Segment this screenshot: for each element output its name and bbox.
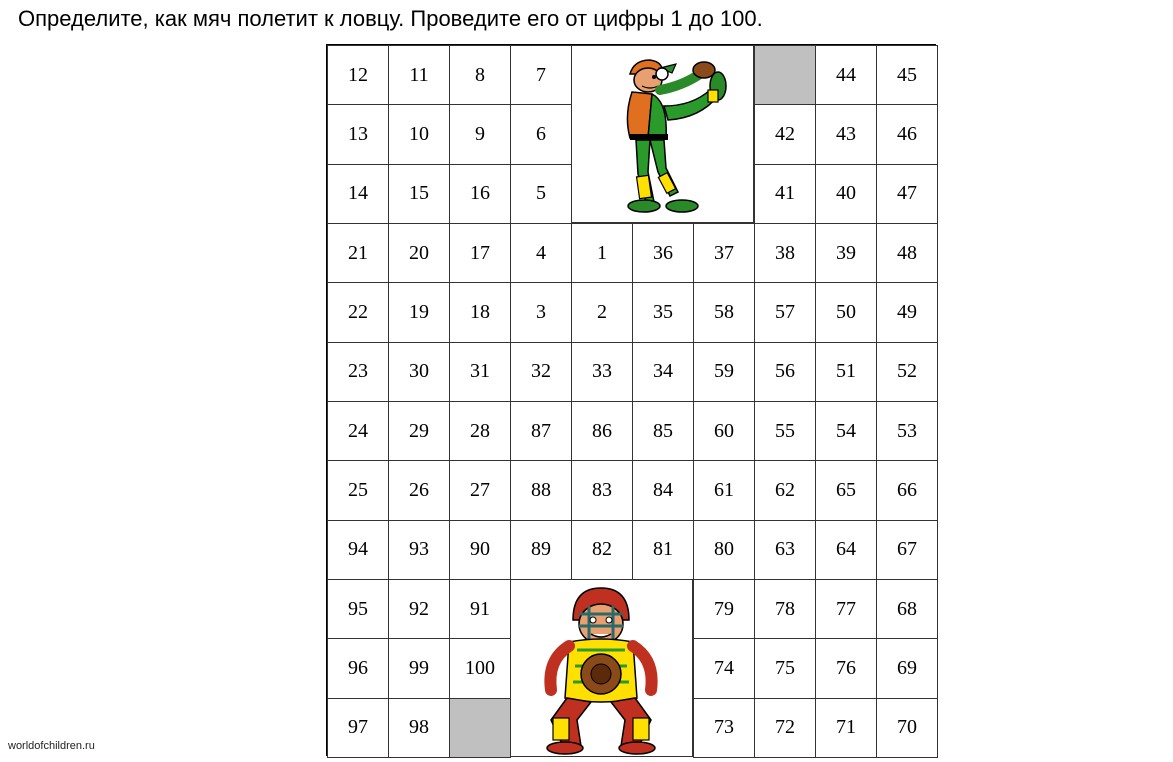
number-cell: 59 (693, 342, 755, 402)
number-cell: 28 (449, 401, 511, 461)
number-cell: 48 (876, 223, 938, 283)
number-cell: 99 (388, 638, 450, 698)
number-cell: 91 (449, 579, 511, 639)
number-cell: 27 (449, 460, 511, 520)
catcher-image (510, 579, 693, 757)
number-cell: 54 (815, 401, 877, 461)
number-cell: 57 (754, 282, 816, 342)
number-cell: 44 (815, 45, 877, 105)
number-cell: 43 (815, 104, 877, 164)
number-cell: 19 (388, 282, 450, 342)
number-cell: 35 (632, 282, 694, 342)
number-cell: 63 (754, 520, 816, 580)
number-cell: 88 (510, 460, 572, 520)
number-cell: 58 (693, 282, 755, 342)
number-cell: 8 (449, 45, 511, 105)
number-cell: 61 (693, 460, 755, 520)
number-cell: 93 (388, 520, 450, 580)
number-cell: 40 (815, 164, 877, 224)
number-cell: 17 (449, 223, 511, 283)
number-cell: 6 (510, 104, 572, 164)
number-cell: 84 (632, 460, 694, 520)
number-cell: 7 (510, 45, 572, 105)
number-cell: 11 (388, 45, 450, 105)
number-cell: 60 (693, 401, 755, 461)
number-cell: 95 (327, 579, 389, 639)
number-cell: 2 (571, 282, 633, 342)
page-title: Определите, как мяч полетит к ловцу. Проведите его от цифры 1 до 100. (18, 6, 763, 31)
number-cell: 83 (571, 460, 633, 520)
number-cell: 21 (327, 223, 389, 283)
pitcher-image (571, 45, 754, 223)
number-cell: 100 (449, 638, 511, 698)
number-cell: 98 (388, 698, 450, 758)
number-cell: 5 (510, 164, 572, 224)
number-cell: 64 (815, 520, 877, 580)
number-cell: 62 (754, 460, 816, 520)
number-cell: 86 (571, 401, 633, 461)
number-cell: 97 (327, 698, 389, 758)
number-cell: 10 (388, 104, 450, 164)
number-cell: 73 (693, 698, 755, 758)
number-cell: 65 (815, 460, 877, 520)
number-cell: 26 (388, 460, 450, 520)
number-cell: 15 (388, 164, 450, 224)
number-cell: 38 (754, 223, 816, 283)
number-cell: 18 (449, 282, 511, 342)
number-cell: 89 (510, 520, 572, 580)
number-cell: 46 (876, 104, 938, 164)
number-cell: 16 (449, 164, 511, 224)
number-cell: 50 (815, 282, 877, 342)
number-cell: 45 (876, 45, 938, 105)
site-credit: worldofchildren.ru (8, 740, 95, 752)
number-cell: 49 (876, 282, 938, 342)
number-cell: 96 (327, 638, 389, 698)
number-cell: 25 (327, 460, 389, 520)
number-cell: 23 (327, 342, 389, 402)
number-cell: 80 (693, 520, 755, 580)
number-cell: 51 (815, 342, 877, 402)
number-cell: 75 (754, 638, 816, 698)
number-cell: 33 (571, 342, 633, 402)
number-cell: 55 (754, 401, 816, 461)
number-cell: 41 (754, 164, 816, 224)
number-cell: 20 (388, 223, 450, 283)
number-cell: 37 (693, 223, 755, 283)
number-cell: 13 (327, 104, 389, 164)
number-cell: 12 (327, 45, 389, 105)
number-cell: 82 (571, 520, 633, 580)
number-maze-grid (326, 44, 936, 756)
number-cell: 30 (388, 342, 450, 402)
number-cell: 78 (754, 579, 816, 639)
number-cell: 72 (754, 698, 816, 758)
number-cell: 67 (876, 520, 938, 580)
number-cell: 31 (449, 342, 511, 402)
number-cell: 94 (327, 520, 389, 580)
number-cell: 74 (693, 638, 755, 698)
number-cell: 90 (449, 520, 511, 580)
baseball-pitcher-icon (572, 46, 754, 223)
number-cell: 69 (876, 638, 938, 698)
number-cell: 92 (388, 579, 450, 639)
number-cell: 4 (510, 223, 572, 283)
number-cell: 71 (815, 698, 877, 758)
number-cell: 79 (693, 579, 755, 639)
number-cell: 56 (754, 342, 816, 402)
number-cell: 39 (815, 223, 877, 283)
blank-cell (449, 698, 511, 758)
number-cell: 70 (876, 698, 938, 758)
number-cell: 1 (571, 223, 633, 283)
number-cell: 3 (510, 282, 572, 342)
number-cell: 47 (876, 164, 938, 224)
number-cell: 76 (815, 638, 877, 698)
number-cell: 68 (876, 579, 938, 639)
number-cell: 22 (327, 282, 389, 342)
number-cell: 32 (510, 342, 572, 402)
number-cell: 34 (632, 342, 694, 402)
number-cell: 87 (510, 401, 572, 461)
number-cell: 42 (754, 104, 816, 164)
number-cell: 52 (876, 342, 938, 402)
number-cell: 29 (388, 401, 450, 461)
number-cell: 77 (815, 579, 877, 639)
number-cell: 36 (632, 223, 694, 283)
number-cell: 14 (327, 164, 389, 224)
number-cell: 85 (632, 401, 694, 461)
number-cell: 81 (632, 520, 694, 580)
blank-cell (754, 45, 816, 105)
baseball-catcher-icon (511, 580, 693, 757)
number-cell: 66 (876, 460, 938, 520)
number-cell: 53 (876, 401, 938, 461)
number-cell: 9 (449, 104, 511, 164)
number-cell: 24 (327, 401, 389, 461)
